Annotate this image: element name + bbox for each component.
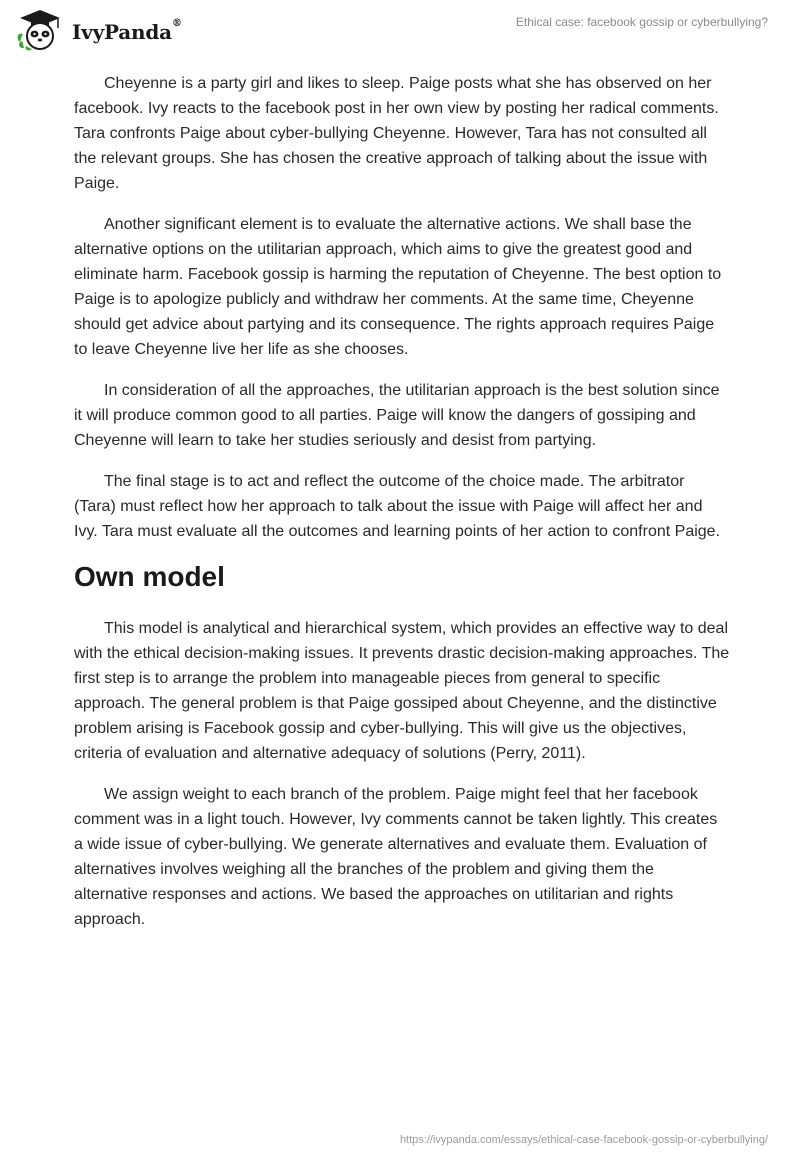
paragraph: Cheyenne is a party girl and likes to sleep. Paige posts what she has observed on her facebook. Ivy reacts to the facebook post in her own view by posting her radical comments. Tara confronts Paige about cyber-bullying Cheyenne. However, Tara has not consulted all the relevant groups. She has chosen the creative approach of talking about the issue with Paige.	[74, 75, 719, 192]
page-header	[0, 0, 800, 60]
article-body	[74, 71, 730, 948]
registered-mark: ®	[171, 18, 182, 29]
ivypanda-logo[interactable]	[14, 8, 182, 52]
paragraph: In consideration of all the approaches, the utilitarian approach is the best solution since it will produce common good to all parties. Paige will know the dangers of gossiping and Cheyenne will learn to take her studies seriously and desist from partying.	[74, 382, 720, 449]
paragraph: The final stage is to act and reflect the outcome of the choice made. The arbitrator (Tara) must reflect how her approach to talk about the issue with Paige will affect her and Ivy. Tara must evaluate all the outcomes and learning points of her action to confront Paige.	[74, 473, 721, 540]
document-title: Ethical case: facebook gossip or cyberbullying?	[515, 15, 768, 29]
paragraph: Another significant element is to evaluate the alternative actions. We shall base the alternative options on the utilitarian approach, which aims to give the greatest good and eliminate harm. Facebook gossip is harming the reputation of Cheyenne. The best option to Paige is to apologize publicly and withdraw her comments. At the same time, Cheyenne should get advice about partying and its consequence. The rights approach requires Paige to leave Cheyenne live her life as she chooses.	[74, 216, 722, 358]
section-heading: Own model	[74, 561, 225, 592]
paragraph: We assign weight to each branch of the problem. Paige might feel that her facebook comment was in a light touch. However, Ivy comments cannot be taken lightly. This creates a wide issue of cyber-bullying. We generate alternatives and evaluate them. Evaluation of alternatives involves weighing all the branches of the problem and giving them the alternative responses and actions. We based the approaches on utilitarian and rights approach.	[74, 786, 718, 928]
logo-wordmark	[72, 20, 182, 44]
panda-logo-icon	[14, 8, 66, 52]
paragraph: This model is analytical and hierarchical system, which provides an effective way to deal with the ethical decision-making issues. It prevents drastic decision-making approaches. The first step is to arrange the problem into manageable pieces from general to specific approach. The general problem is that Paige gossiped about Cheyenne, and the distinctive problem arising is Facebook gossip and cyber-bullying. This will give us the objectives, criteria of evaluation and alternative adequacy of solutions (Perry, 2011).	[74, 620, 730, 762]
source-url-link[interactable]: https://ivypanda.com/essays/ethical-case-facebook-gossip-or-cyberbullying/	[399, 1134, 768, 1146]
logo-text: IvyPanda	[72, 20, 172, 44]
